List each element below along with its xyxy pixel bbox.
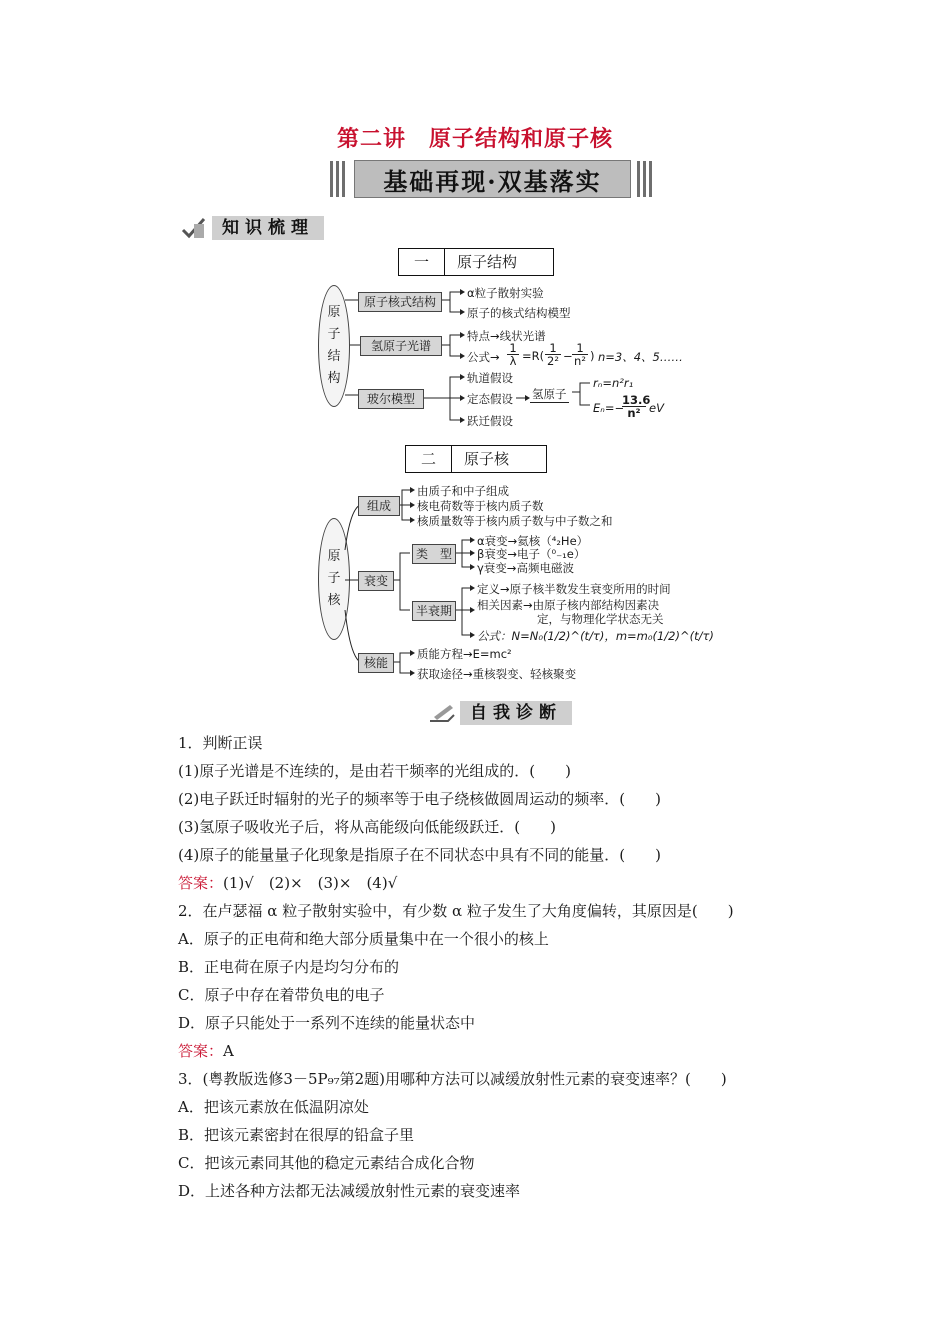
map1-b2-formula-eq: =R(: [522, 349, 545, 363]
map1-b3-energy-unit: eV: [649, 401, 664, 415]
map2-decay-type-item: α衰变→氦核（⁴₂He）: [477, 534, 589, 548]
q3-option: D．上述各种方法都无法减缓放射性元素的衰变速率: [178, 1182, 521, 1200]
banner-label: 基础再现·双基落实: [354, 160, 631, 198]
map2-root-char: 核: [327, 593, 341, 608]
map1-b2-fraction: [572, 342, 588, 367]
q3-option: A．把该元素放在低温阴凉处: [178, 1098, 369, 1116]
map1-b2-fraction: [507, 342, 519, 367]
map2-half-life-formula: 公式：N=N₀(1/2)^(t/τ)，m=m₀(1/2)^(t/τ): [477, 629, 714, 643]
fraction-den: λ: [509, 354, 517, 368]
map1-b2-fraction: [545, 342, 561, 367]
map1-root-char: 结: [327, 349, 341, 364]
map2-c3-item: 获取途径→重核裂变、轻核聚变: [417, 667, 577, 681]
map1-b3-item: 轨道假设: [467, 371, 513, 385]
section-self-diagnosis-label: 自我诊断: [460, 701, 572, 725]
map2-branch-composition: 组成: [358, 496, 400, 516]
map1-branch-hydrogen-spectrum: 氢原子光谱: [360, 336, 442, 356]
q3-option: C．把该元素同其他的稳定元素结合成化合物: [178, 1154, 475, 1172]
map2-c1-item: 由质子和中子组成: [417, 484, 509, 498]
q2-option: C．原子中存在着带负电的电子: [178, 986, 385, 1004]
q1-item: (3)氢原子吸收光子后，将从高能级向低能级跃迁．( ): [178, 818, 556, 836]
q2-option: A．原子的正电荷和绝大部分质量集中在一个很小的核上: [178, 930, 549, 948]
map1-b1-item: α粒子散射实验: [467, 286, 544, 300]
fraction-num: 1: [545, 342, 561, 355]
map1-b3-item: 定态假设: [467, 392, 513, 406]
map2-root-char: 原: [327, 549, 341, 564]
q1-item: (1)原子光谱是不连续的，是由若干频率的光组成的．( ): [178, 762, 571, 780]
map1-b3-energy-fraction: [622, 393, 651, 420]
q1-answer: [178, 869, 878, 897]
part2-number: 二: [406, 446, 452, 472]
fraction-den: n²: [627, 406, 641, 420]
map1-branch-nuclear-model: 原子核式结构: [358, 292, 442, 312]
map1-b3-hydrogen: 氢原子: [532, 387, 567, 401]
answer-value: A: [223, 1042, 234, 1060]
fraction-den: 2²: [547, 354, 559, 368]
map1-b2-formula-n: n=3、4、5……: [598, 350, 683, 364]
map1-root-char: 原: [327, 305, 341, 320]
q1-heading: 1．判断正误: [178, 734, 263, 752]
map2-root-char: 子: [327, 571, 341, 586]
fraction-num: 1: [572, 342, 588, 355]
q3-option: B．把该元素密封在很厚的铅盒子里: [178, 1126, 415, 1144]
question-list: [178, 729, 878, 1205]
map1-b3-energy-left: Eₙ=−: [593, 401, 625, 415]
map1-b3-item: 跃迁假设: [467, 414, 513, 428]
map1-b2-item: 特点→线状光谱: [467, 329, 546, 343]
page-title: 第二讲 原子结构和原子核: [336, 126, 613, 152]
section-knowledge-label: 知识梳理: [212, 216, 324, 240]
answer-value: (1)√ (2)× (3)× (4)√: [223, 874, 398, 892]
fraction-num: 13.6: [622, 393, 651, 407]
part2-name: 原子核: [464, 450, 510, 468]
map2-decay-type-item: β衰变→电子（⁰₋₁e）: [477, 547, 586, 561]
map1-root-char: 构: [327, 371, 341, 386]
map2-branch-nuclear-energy: 核能: [358, 653, 394, 673]
q2-answer: [178, 1037, 878, 1065]
map1-root-char: 子: [327, 327, 341, 342]
map2-half-life: 半衰期: [412, 601, 456, 621]
map2-c1-item: 核电荷数等于核内质子数: [417, 499, 544, 513]
part2-box: [405, 445, 547, 473]
map1-b2-formula-minus: −: [563, 349, 573, 363]
fraction-den: n²: [574, 354, 586, 368]
fraction-num: 1: [507, 342, 519, 355]
map1-root: [318, 285, 350, 407]
answer-label: 答案：: [178, 1042, 224, 1060]
map2-decay-type-item: γ衰变→高频电磁波: [477, 561, 574, 575]
q2-option: B．正电荷在原子内是均匀分布的: [178, 958, 400, 976]
part1-name: 原子结构: [457, 253, 518, 271]
map1-b1-item: 原子的核式结构模型: [467, 306, 571, 320]
answer-label: 答案：: [178, 874, 224, 892]
map2-c1-item: 核质量数等于核内质子数与中子数之和: [417, 514, 613, 528]
map1-b3-radius: rₙ=n²r₁: [593, 376, 634, 390]
map2-half-life-item: 定，与物理化学状态无关: [537, 612, 664, 626]
map2-branch-decay: 衰变: [358, 571, 394, 591]
map2-decay-types: 类 型: [412, 544, 456, 564]
q1-item: (2)电子跃迁时辐射的光子的频率等于电子绕核做圆周运动的频率．( ): [178, 790, 661, 808]
map2-c3-item: 质能方程→E=mc²: [417, 647, 512, 661]
map1-branch-bohr-model: 玻尔模型: [358, 389, 424, 409]
q2-option: D．原子只能处于一系列不连续的能量状态中: [178, 1014, 476, 1032]
q3-heading: 3．(粤教版选修3－5P₉₇第2题)用哪种方法可以减缓放射性元素的衰变速率？( ): [178, 1070, 727, 1088]
part1-number: 一: [399, 249, 445, 275]
map2-half-life-item: 定义→原子核半数发生衰变所用的时间: [477, 582, 671, 596]
map1-b2-formula-label: 公式→: [467, 350, 500, 364]
q2-heading: 2．在卢瑟福 α 粒子散射实验中，有少数 α 粒子发生了大角度偏转，其原因是( ): [178, 902, 734, 920]
q1-item: (4)原子的能量量子化现象是指原子在不同状态中具有不同的能量．( ): [178, 846, 661, 864]
map2-half-life-item: 相关因素→由原子核内部结构因素决: [477, 598, 660, 612]
pencil-paper-icon: [428, 701, 456, 725]
section-self-diagnosis: [428, 700, 572, 726]
map1-b2-formula-close: ): [590, 349, 595, 363]
